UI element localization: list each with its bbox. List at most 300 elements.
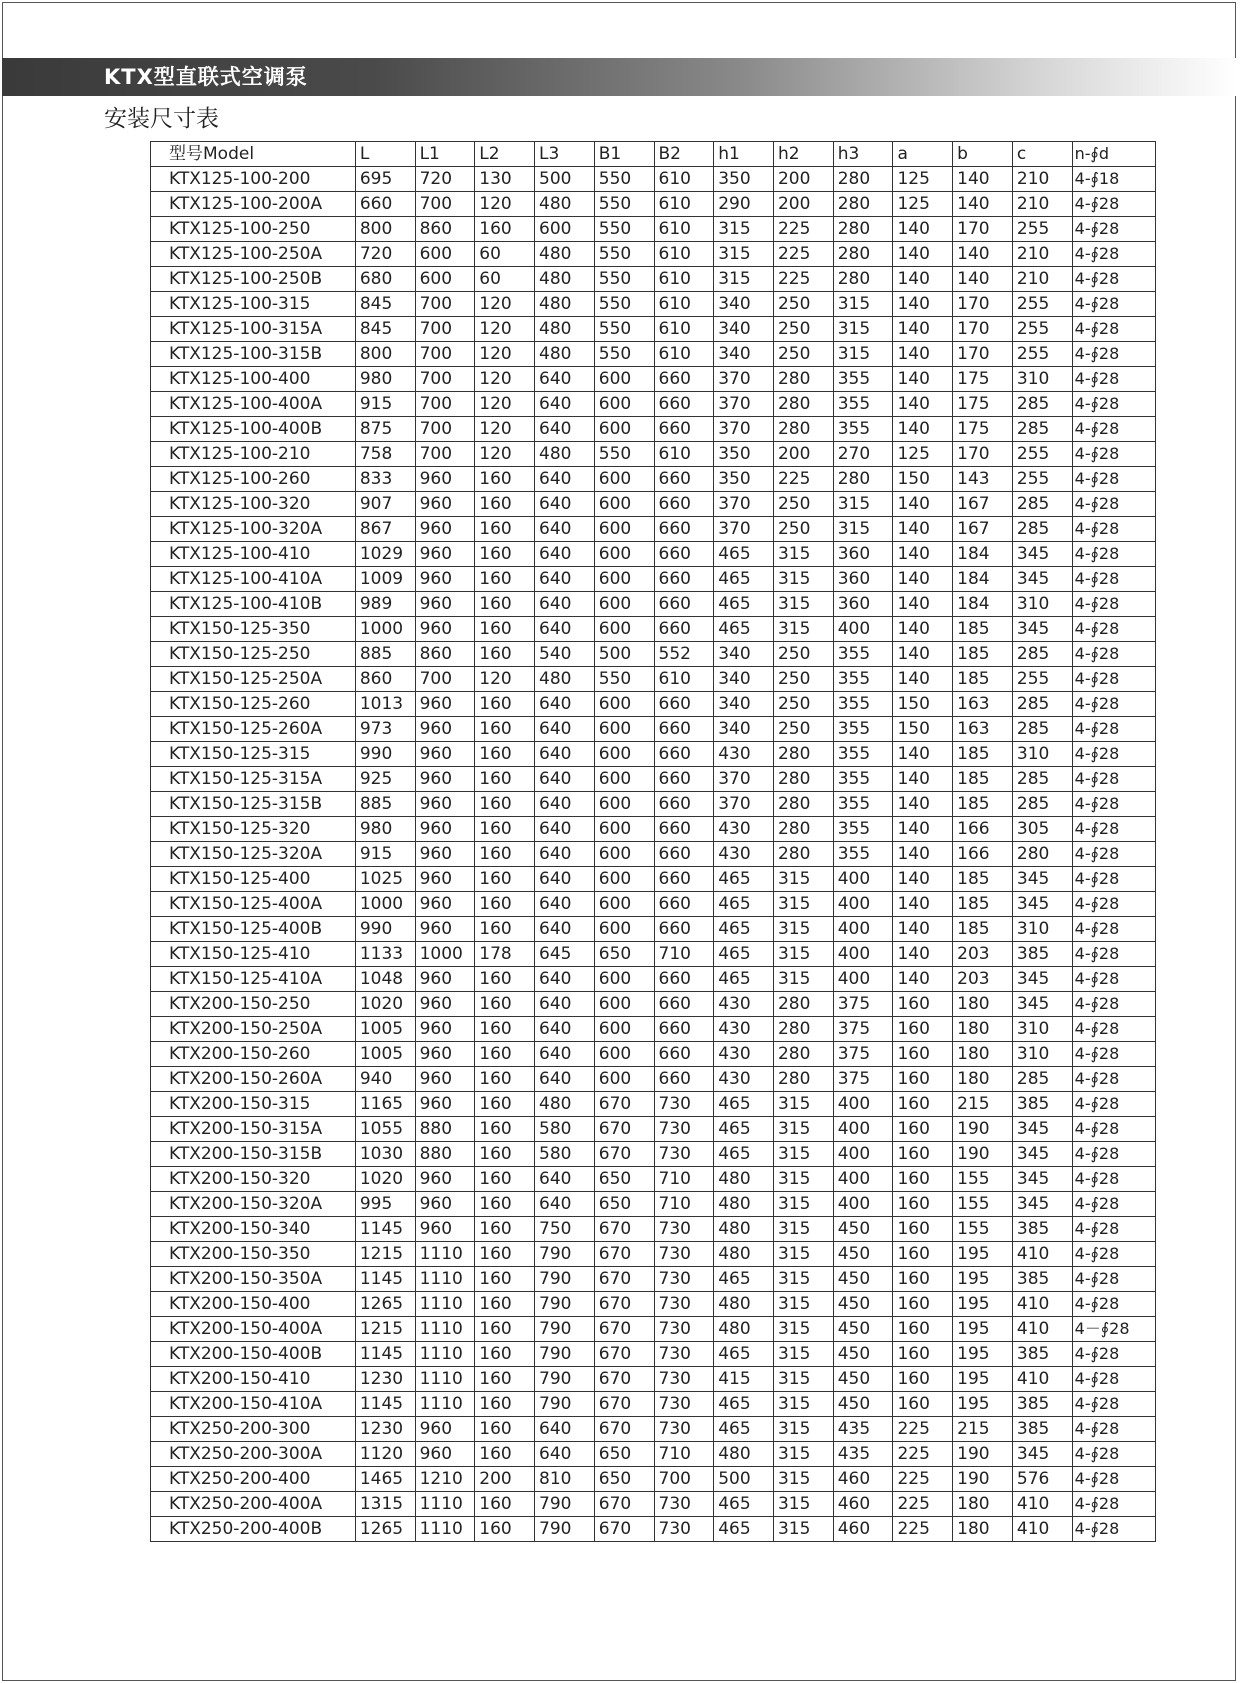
dimension-cell: 600	[594, 892, 654, 917]
column-header: n-∮d	[1072, 142, 1155, 167]
dimension-cell: 660	[654, 867, 714, 892]
dimension-cell: 660	[654, 1017, 714, 1042]
dimension-cell: 600	[594, 742, 654, 767]
dimension-cell: 315	[773, 1217, 833, 1242]
dimension-cell: 680	[355, 267, 415, 292]
dimension-cell: 430	[714, 992, 774, 1017]
dimension-cell: 695	[355, 167, 415, 192]
model-cell: KTX150-125-315B	[151, 792, 356, 817]
dimension-cell: 610	[654, 317, 714, 342]
dimension-cell: 660	[355, 192, 415, 217]
dimension-cell: 340	[714, 667, 774, 692]
dimension-cell: 310	[1012, 1042, 1072, 1067]
dimension-cell: 210	[1012, 167, 1072, 192]
dimension-cell: 1465	[355, 1467, 415, 1492]
dimension-cell: 1000	[415, 942, 475, 967]
dimension-cell: 355	[833, 792, 893, 817]
dimension-cell: 4-∮28	[1072, 842, 1155, 867]
dimension-cell: 315	[833, 492, 893, 517]
model-cell: KTX125-100-400	[151, 367, 356, 392]
dimension-cell: 315	[773, 1117, 833, 1142]
dimension-cell: 960	[415, 1417, 475, 1442]
dimension-cell: 4-∮28	[1072, 492, 1155, 517]
dimension-cell: 370	[714, 767, 774, 792]
column-header: h1	[714, 142, 774, 167]
dimension-cell: 880	[415, 1117, 475, 1142]
dimension-cell: 710	[654, 1167, 714, 1192]
table-row	[151, 292, 1156, 317]
dimension-cell: 160	[475, 1017, 535, 1042]
dimension-cell: 700	[415, 392, 475, 417]
model-cell: KTX125-100-410B	[151, 592, 356, 617]
dimension-cell: 640	[535, 367, 595, 392]
dimension-cell: 160	[893, 1117, 953, 1142]
dimension-cell: 315	[773, 617, 833, 642]
dimension-cell: 305	[1012, 817, 1072, 842]
dimension-cell: 160	[475, 742, 535, 767]
dimension-cell: 660	[654, 842, 714, 867]
dimension-cell: 730	[654, 1367, 714, 1392]
dimension-cell: 370	[714, 792, 774, 817]
table-row	[151, 192, 1156, 217]
dimension-cell: 315	[773, 867, 833, 892]
table-row	[151, 1467, 1156, 1492]
dimension-cell: 190	[953, 1442, 1013, 1467]
dimension-cell: 350	[714, 442, 774, 467]
dimension-cell: 640	[535, 792, 595, 817]
dimension-cell: 160	[475, 717, 535, 742]
dimension-cell: 1145	[355, 1342, 415, 1367]
dimension-cell: 660	[654, 492, 714, 517]
dimension-cell: 480	[535, 267, 595, 292]
table-row	[151, 392, 1156, 417]
dimension-cell: 600	[594, 367, 654, 392]
dimension-cell: 4-∮28	[1072, 567, 1155, 592]
dimension-cell: 160	[893, 1167, 953, 1192]
dimension-cell: 640	[535, 967, 595, 992]
dimension-cell: 430	[714, 1042, 774, 1067]
dimension-cell: 370	[714, 417, 774, 442]
table-row	[151, 1367, 1156, 1392]
dimension-cell: 480	[535, 442, 595, 467]
model-cell: KTX150-125-250A	[151, 667, 356, 692]
dimension-cell: 1009	[355, 567, 415, 592]
dimension-cell: 285	[1012, 692, 1072, 717]
table-row	[151, 1517, 1156, 1542]
table-row	[151, 1492, 1156, 1517]
dimension-cell: 710	[654, 942, 714, 967]
column-header: B2	[654, 142, 714, 167]
table-row	[151, 1317, 1156, 1342]
dimension-cell: 120	[475, 367, 535, 392]
dimension-cell: 315	[773, 917, 833, 942]
dimension-cell: 1005	[355, 1042, 415, 1067]
dimension-cell: 160	[475, 592, 535, 617]
dimension-cell: 280	[833, 167, 893, 192]
dimension-cell: 4-∮28	[1072, 317, 1155, 342]
dimension-cell: 600	[535, 217, 595, 242]
dimension-cell: 160	[475, 1067, 535, 1092]
dimension-cell: 960	[415, 1167, 475, 1192]
dimension-cell: 140	[953, 192, 1013, 217]
dimension-cell: 160	[475, 642, 535, 667]
dimension-cell: 160	[475, 1392, 535, 1417]
dimension-cell: 160	[475, 1242, 535, 1267]
table-row	[151, 467, 1156, 492]
dimension-cell: 375	[833, 1042, 893, 1067]
dimension-cell: 640	[535, 767, 595, 792]
dimension-cell: 280	[1012, 842, 1072, 867]
dimension-cell: 120	[475, 417, 535, 442]
dimension-cell: 700	[415, 192, 475, 217]
table-row	[151, 1442, 1156, 1467]
dimension-cell: 730	[654, 1392, 714, 1417]
dimension-cell: 875	[355, 417, 415, 442]
dimension-cell: 465	[714, 1267, 774, 1292]
dimension-cell: 410	[1012, 1242, 1072, 1267]
dimension-cell: 640	[535, 542, 595, 567]
column-header: L3	[535, 142, 595, 167]
dimension-cell: 285	[1012, 717, 1072, 742]
dimension-cell: 315	[833, 342, 893, 367]
dimension-cell: 4-∮28	[1072, 667, 1155, 692]
dimension-cell: 670	[594, 1142, 654, 1167]
dimension-cell: 480	[714, 1167, 774, 1192]
dimension-cell: 355	[833, 667, 893, 692]
column-header: a	[893, 142, 953, 167]
dimension-cell: 280	[833, 242, 893, 267]
model-cell: KTX200-150-400B	[151, 1342, 356, 1367]
dimension-cell: 160	[475, 917, 535, 942]
model-cell: KTX200-150-315B	[151, 1142, 356, 1167]
dimension-cell: 184	[953, 592, 1013, 617]
dimension-cell: 730	[654, 1417, 714, 1442]
dimension-cell: 210	[1012, 267, 1072, 292]
dimension-cell: 140	[893, 292, 953, 317]
dimension-cell: 315	[714, 242, 774, 267]
dimension-cell: 4-∮28	[1072, 292, 1155, 317]
table-row	[151, 1167, 1156, 1192]
column-header: h3	[833, 142, 893, 167]
dimension-cell: 640	[535, 617, 595, 642]
dimension-cell: 140	[893, 942, 953, 967]
dimension-cell: 600	[594, 767, 654, 792]
column-header: L2	[475, 142, 535, 167]
dimension-cell: 640	[535, 817, 595, 842]
dimension-cell: 660	[654, 692, 714, 717]
table-row	[151, 742, 1156, 767]
dimension-cell: 370	[714, 392, 774, 417]
dimension-cell: 960	[415, 842, 475, 867]
dimension-cell: 640	[535, 1417, 595, 1442]
dimension-cell: 989	[355, 592, 415, 617]
dimension-cell: 140	[893, 367, 953, 392]
dimension-cell: 4-∮28	[1072, 817, 1155, 842]
dimension-cell: 200	[773, 192, 833, 217]
dimension-cell: 167	[953, 492, 1013, 517]
model-cell: KTX150-125-250	[151, 642, 356, 667]
dimension-cell: 140	[893, 867, 953, 892]
dimension-cell: 355	[833, 367, 893, 392]
dimension-cell: 550	[594, 667, 654, 692]
dimension-cell: 480	[535, 1092, 595, 1117]
dimension-cell: 670	[594, 1417, 654, 1442]
dimension-cell: 315	[773, 1267, 833, 1292]
dimension-cell: 180	[953, 1067, 1013, 1092]
dimension-cell: 465	[714, 867, 774, 892]
dimension-cell: 400	[833, 1142, 893, 1167]
dimension-cell: 160	[475, 892, 535, 917]
dimension-cell: 280	[773, 742, 833, 767]
table-row	[151, 492, 1156, 517]
dimension-cell: 660	[654, 1067, 714, 1092]
dimension-cell: 600	[594, 692, 654, 717]
dimension-cell: 640	[535, 517, 595, 542]
dimension-cell: 225	[893, 1417, 953, 1442]
dimension-cell: 460	[833, 1467, 893, 1492]
dimension-cell: 225	[893, 1442, 953, 1467]
model-cell: KTX150-125-400B	[151, 917, 356, 942]
dimension-cell: 4-∮28	[1072, 642, 1155, 667]
dimension-cell: 345	[1012, 992, 1072, 1017]
dimension-cell: 140	[893, 667, 953, 692]
dimension-cell: 160	[893, 1342, 953, 1367]
dimension-cell: 915	[355, 392, 415, 417]
dimension-cell: 480	[714, 1317, 774, 1342]
table-row	[151, 242, 1156, 267]
dimension-cell: 758	[355, 442, 415, 467]
dimension-cell: 960	[415, 567, 475, 592]
dimension-cell: 125	[893, 442, 953, 467]
dimension-cell: 610	[654, 667, 714, 692]
dimension-cell: 340	[714, 342, 774, 367]
dimension-cell: 355	[833, 692, 893, 717]
dimension-cell: 140	[893, 842, 953, 867]
dimension-cell: 125	[893, 192, 953, 217]
dimension-cell: 550	[594, 317, 654, 342]
dimension-cell: 600	[594, 617, 654, 642]
dimension-cell: 4-∮28	[1072, 892, 1155, 917]
dimension-cell: 660	[654, 967, 714, 992]
dimension-cell: 315	[773, 1467, 833, 1492]
dimension-cell: 120	[475, 392, 535, 417]
dimension-cell: 600	[594, 592, 654, 617]
dimension-cell: 340	[714, 717, 774, 742]
dimension-cell: 730	[654, 1292, 714, 1317]
dimension-cell: 640	[535, 1042, 595, 1067]
dimension-cell: 166	[953, 817, 1013, 842]
dimension-cell: 385	[1012, 1092, 1072, 1117]
dimension-cell: 990	[355, 917, 415, 942]
dimension-cell: 960	[415, 617, 475, 642]
dimension-cell: 160	[475, 967, 535, 992]
dimension-cell: 960	[415, 692, 475, 717]
dimension-cell: 435	[833, 1417, 893, 1442]
dimension-cell: 400	[833, 1092, 893, 1117]
dimension-cell: 660	[654, 792, 714, 817]
dimension-cell: 310	[1012, 1017, 1072, 1042]
dimension-cell: 540	[535, 642, 595, 667]
dimension-cell: 315	[773, 1242, 833, 1267]
dimension-cell: 255	[1012, 317, 1072, 342]
dimension-cell: 610	[654, 442, 714, 467]
dimension-cell: 465	[714, 567, 774, 592]
dimension-cell: 180	[953, 1492, 1013, 1517]
dimension-cell: 660	[654, 417, 714, 442]
dimension-cell: 160	[475, 792, 535, 817]
dimension-cell: 163	[953, 692, 1013, 717]
dimension-cell: 345	[1012, 1442, 1072, 1467]
model-cell: KTX200-150-260A	[151, 1067, 356, 1092]
dimension-cell: 960	[415, 1042, 475, 1067]
dimension-cell: 650	[594, 942, 654, 967]
dimension-cell: 285	[1012, 492, 1072, 517]
table-row	[151, 1117, 1156, 1142]
dimension-cell: 225	[773, 217, 833, 242]
dimension-cell: 960	[415, 1217, 475, 1242]
dimension-cell: 450	[833, 1292, 893, 1317]
dimension-cell: 640	[535, 992, 595, 1017]
dimension-cell: 315	[773, 1442, 833, 1467]
dimension-cell: 480	[535, 667, 595, 692]
dimension-cell: 160	[475, 1417, 535, 1442]
dimension-cell: 640	[535, 492, 595, 517]
dimension-cell: 650	[594, 1192, 654, 1217]
dimension-cell: 140	[893, 817, 953, 842]
dimension-cell: 140	[893, 792, 953, 817]
dimension-cell: 4-∮28	[1072, 792, 1155, 817]
dimension-cell: 450	[833, 1267, 893, 1292]
dimension-cell: 255	[1012, 292, 1072, 317]
dimension-cell: 660	[654, 817, 714, 842]
dimension-cell: 1055	[355, 1117, 415, 1142]
dimension-cell: 960	[415, 867, 475, 892]
dimension-cell: 670	[594, 1117, 654, 1142]
dimension-cell: 255	[1012, 667, 1072, 692]
dimension-cell: 250	[773, 342, 833, 367]
table-row	[151, 217, 1156, 242]
dimension-cell: 640	[535, 892, 595, 917]
dimension-cell: 860	[355, 667, 415, 692]
dimension-cell: 4-∮28	[1072, 692, 1155, 717]
dimension-cell: 500	[714, 1467, 774, 1492]
dimension-cell: 225	[773, 467, 833, 492]
dimension-cell: 185	[953, 617, 1013, 642]
table-row	[151, 1267, 1156, 1292]
dimension-cell: 720	[355, 242, 415, 267]
table-row	[151, 1092, 1156, 1117]
model-cell: KTX125-100-250A	[151, 242, 356, 267]
dimension-cell: 885	[355, 642, 415, 667]
dimension-cell: 465	[714, 1117, 774, 1142]
dimension-cell: 315	[773, 892, 833, 917]
dimension-cell: 140	[893, 492, 953, 517]
model-cell: KTX125-100-315	[151, 292, 356, 317]
dimension-cell: 660	[654, 517, 714, 542]
dimension-cell: 215	[953, 1092, 1013, 1117]
dimension-cell: 203	[953, 967, 1013, 992]
dimension-cell: 160	[475, 542, 535, 567]
dimension-cell: 465	[714, 1142, 774, 1167]
dimension-cell: 315	[714, 217, 774, 242]
dimension-cell: 410	[1012, 1367, 1072, 1392]
dimension-cell: 1030	[355, 1142, 415, 1167]
dimension-cell: 660	[654, 542, 714, 567]
table-row	[151, 442, 1156, 467]
dimension-cell: 465	[714, 942, 774, 967]
model-cell: KTX150-125-410	[151, 942, 356, 967]
table-row	[151, 767, 1156, 792]
dimension-cell: 640	[535, 867, 595, 892]
dimension-cell: 600	[415, 267, 475, 292]
dimension-cell: 160	[893, 1367, 953, 1392]
dimension-cell: 203	[953, 942, 1013, 967]
dimension-cell: 550	[594, 442, 654, 467]
dimension-cell: 120	[475, 317, 535, 342]
dimension-cell: 160	[893, 1392, 953, 1417]
dimension-cell: 1210	[415, 1467, 475, 1492]
dimension-cell: 790	[535, 1342, 595, 1367]
dimension-cell: 600	[594, 992, 654, 1017]
dimension-cell: 180	[953, 1042, 1013, 1067]
model-cell: KTX125-100-250	[151, 217, 356, 242]
dimension-cell: 140	[893, 217, 953, 242]
dimension-cell: 175	[953, 417, 1013, 442]
dimension-cell: 730	[654, 1092, 714, 1117]
dimension-cell: 120	[475, 342, 535, 367]
dimension-cell: 140	[893, 642, 953, 667]
dimension-cell: 355	[833, 717, 893, 742]
dimension-cell: 355	[833, 417, 893, 442]
dimension-cell: 640	[535, 1017, 595, 1042]
table-row	[151, 342, 1156, 367]
dimension-cell: 600	[594, 567, 654, 592]
dimension-cell: 1120	[355, 1442, 415, 1467]
dimension-cell: 1110	[415, 1492, 475, 1517]
dimension-cell: 160	[475, 1267, 535, 1292]
model-cell: KTX125-100-210	[151, 442, 356, 467]
dimension-cell: 995	[355, 1192, 415, 1217]
dimension-cell: 250	[773, 292, 833, 317]
dimension-cell: 280	[773, 842, 833, 867]
dimension-cell: 178	[475, 942, 535, 967]
dimension-cell: 160	[475, 1292, 535, 1317]
dimension-cell: 280	[773, 417, 833, 442]
dimension-cell: 160	[893, 1192, 953, 1217]
dimension-cell: 160	[475, 617, 535, 642]
dimension-cell: 1110	[415, 1367, 475, 1392]
dimension-cell: 355	[833, 392, 893, 417]
dimension-cell: 160	[893, 1067, 953, 1092]
dimension-cell: 345	[1012, 892, 1072, 917]
dimension-cell: 960	[415, 492, 475, 517]
dimension-cell: 480	[714, 1192, 774, 1217]
dimension-cell: 4-∮28	[1072, 617, 1155, 642]
dimension-cell: 925	[355, 767, 415, 792]
dimension-cell: 160	[475, 1442, 535, 1467]
dimension-cell: 960	[415, 592, 475, 617]
dimension-cell: 315	[773, 567, 833, 592]
table-row	[151, 1392, 1156, 1417]
dimension-cell: 285	[1012, 392, 1072, 417]
dimension-cell: 160	[475, 492, 535, 517]
dimension-cell: 1013	[355, 692, 415, 717]
table-row	[151, 1292, 1156, 1317]
dimension-cell: 150	[893, 692, 953, 717]
dimension-cell: 185	[953, 642, 1013, 667]
dimension-cell: 600	[594, 542, 654, 567]
dimension-cell: 610	[654, 217, 714, 242]
